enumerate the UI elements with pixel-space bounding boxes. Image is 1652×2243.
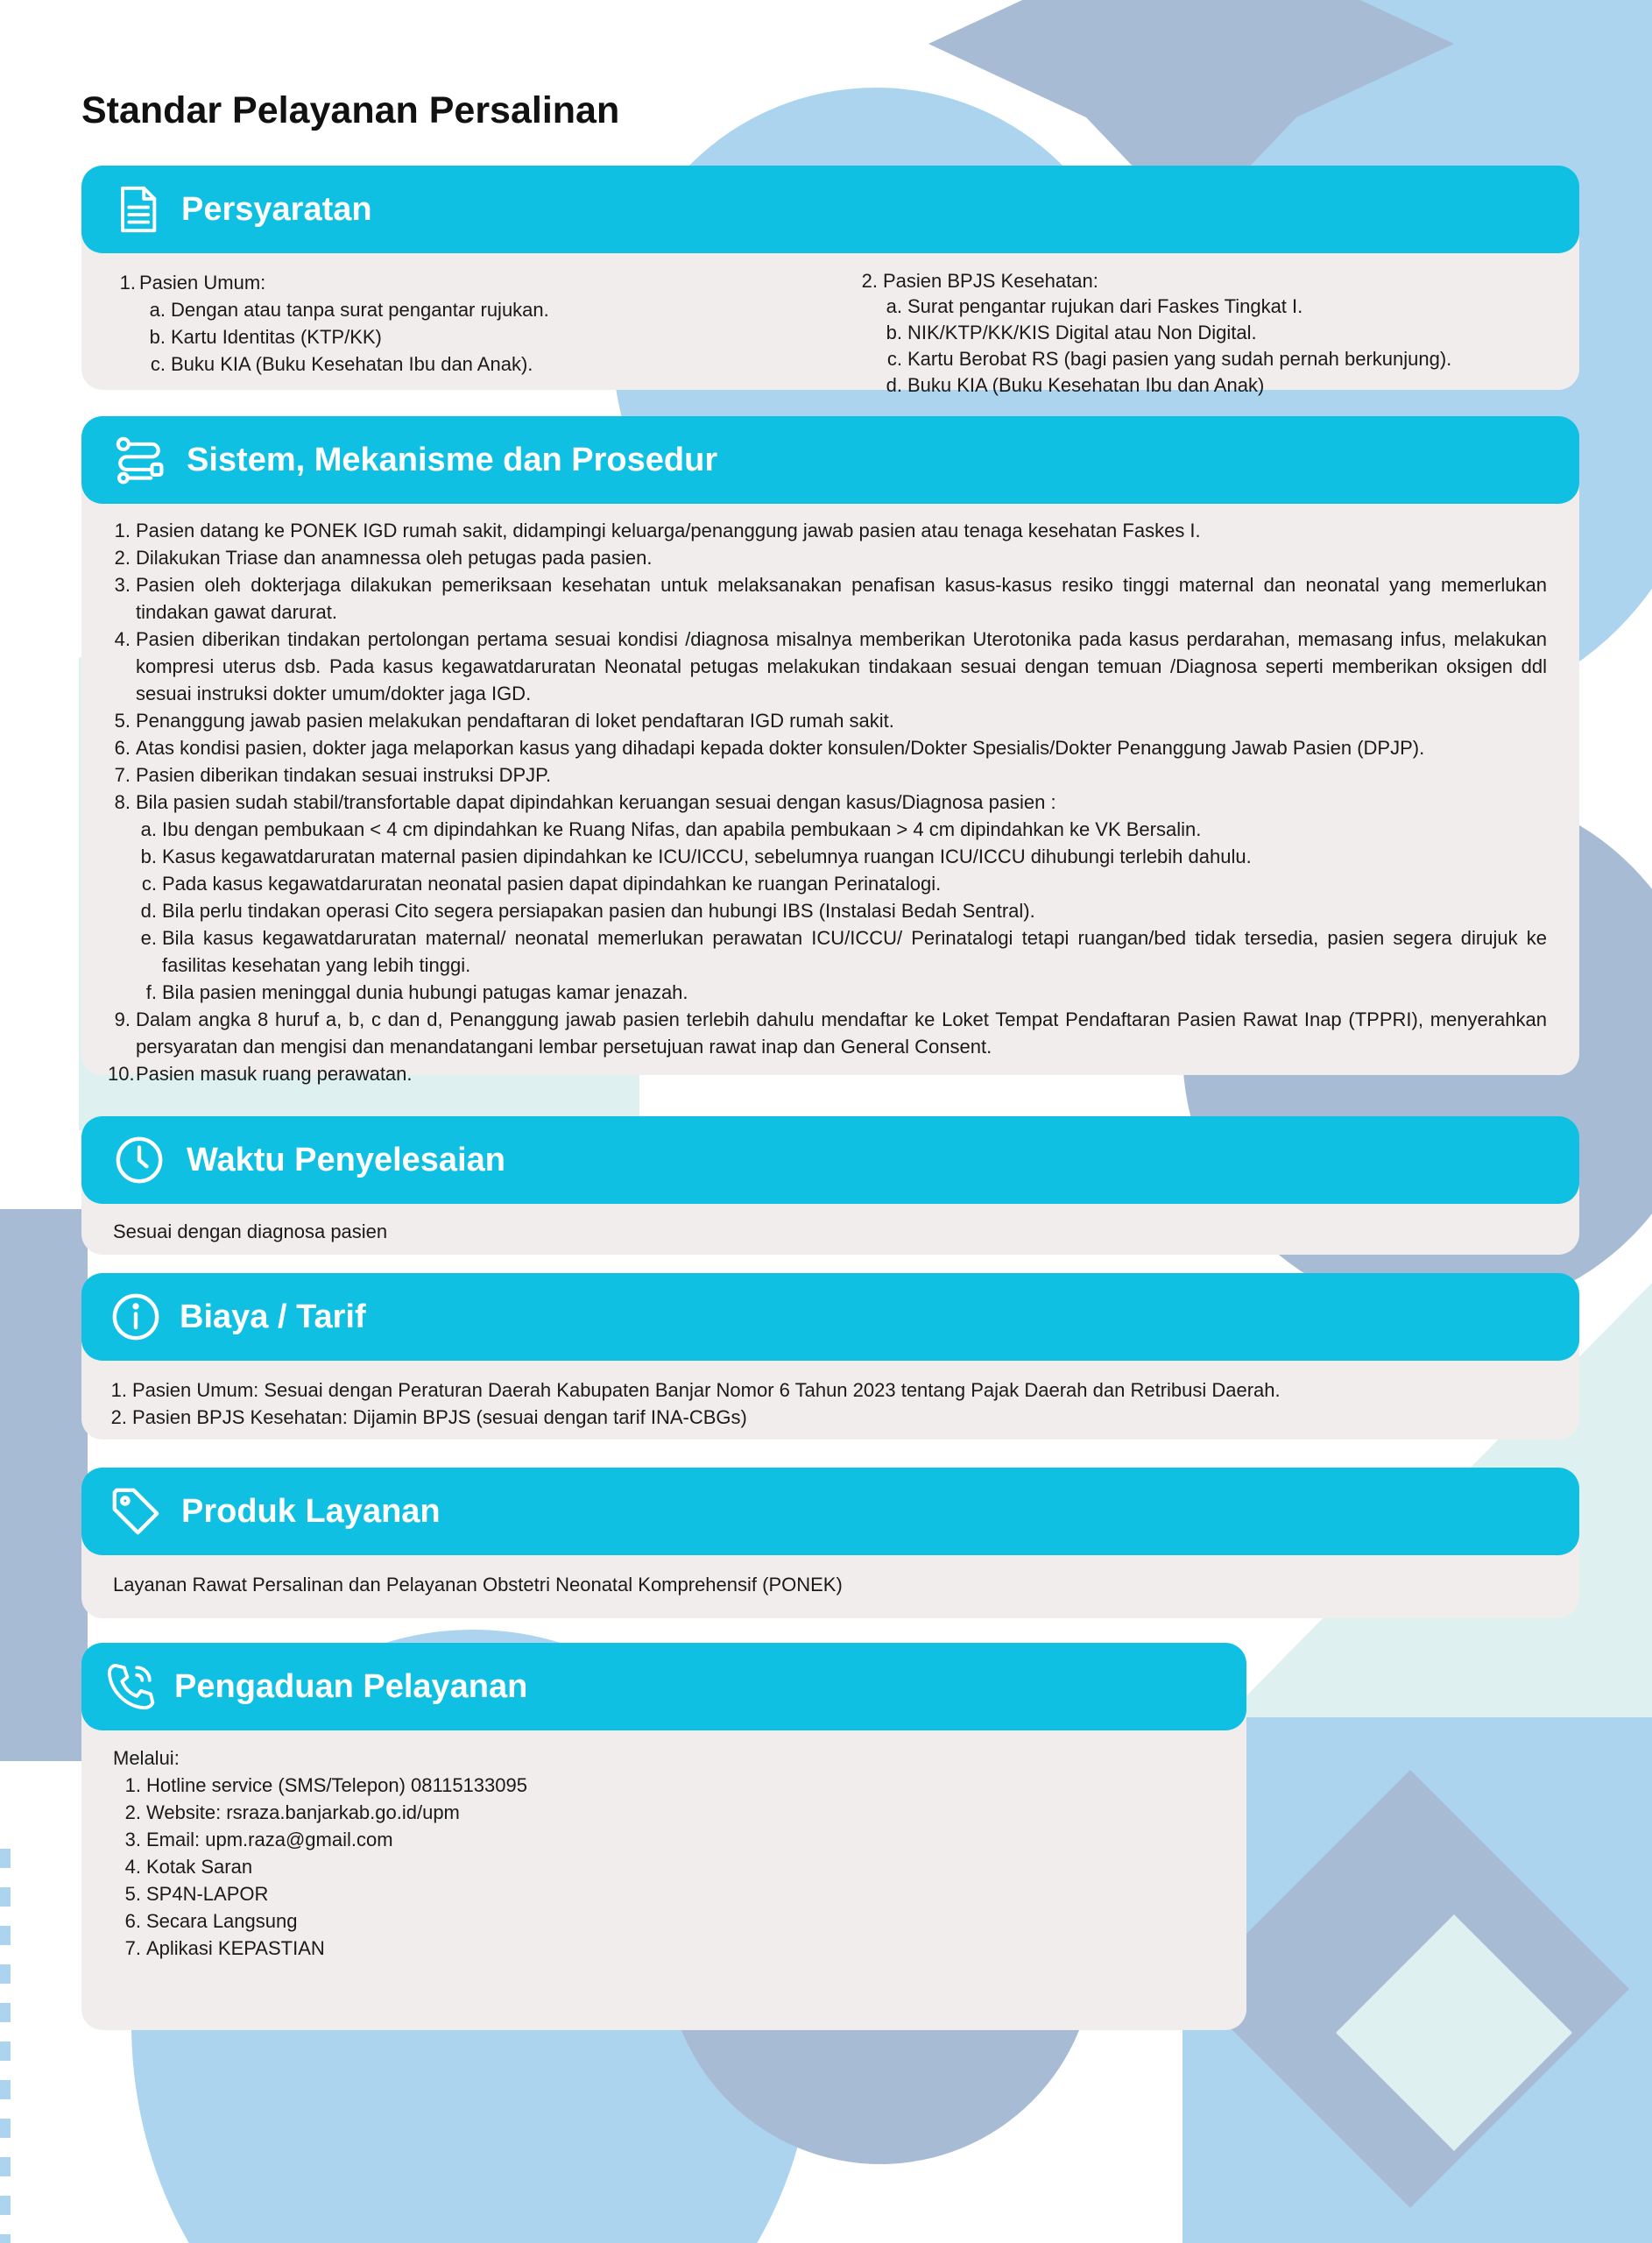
list-item: b. Kasus kegawatdaruratan maternal pasien dipindahkan ke ICU/ICCU, sebelumnya ruangan ICU/ICCU dihubungi terlebih dahulu. <box>140 846 1252 867</box>
section-waktu <box>81 1116 1579 1255</box>
tag-icon <box>108 1483 164 1539</box>
list-item: 3. Email: upm.raza@gmail.com <box>124 1829 393 1850</box>
list-item: 1. Pasien Umum: Sesuai dengan Peraturan Daerah Kabupaten Banjar Nomor 6 Tahun 2023 tentang Pajak Daerah dan Retribusi Daerah. <box>110 1379 1281 1401</box>
list-item: 7. Pasien diberikan tindakan sesuai instruksi DPJP. <box>114 764 552 786</box>
section-body <box>81 483 1579 1085</box>
section-header <box>81 1116 1579 1204</box>
clock-icon <box>111 1132 167 1188</box>
list-item: 5. SP4N-LAPOR <box>124 1883 269 1905</box>
list-item: 3. Pasien oleh dokterjaga dilakukan pemeriksaan kesehatan untuk melaksanakan penafisan kasus-kasus resiko tinggi maternal dan neonatal yang memerlukan tindakan gawat darurat. <box>114 574 1547 623</box>
requirements-general: 1. Pasien Umum: a. Dengan atau tanpa surat pengantar rujukan. b. Kartu Identitas (KTP/KK) c. Buku KIA (Buku Kesehatan Ibu dan Anak). <box>113 269 857 399</box>
section-header <box>81 416 1579 504</box>
service-product-text: Layanan Rawat Persalinan dan Pelayanan Obstetri Neonatal Komprehensif (PONEK) <box>113 1574 843 1596</box>
section-header <box>81 166 1579 253</box>
procedure-list <box>108 517 1547 1087</box>
list-item: 6. Secara Langsung <box>124 1910 298 1932</box>
list-item: a. Ibu dengan pembukaan < 4 cm dipindahkan ke Ruang Nifas, dan apabila pembukaan > 4 cm dipindahkan ke VK Bersalin. <box>140 818 1202 840</box>
phone-icon <box>102 1659 159 1715</box>
section-title: Biaya / Tarif <box>180 1298 366 1335</box>
requirement-heading: Pasien Umum: <box>139 272 266 294</box>
section-body <box>81 232 1579 396</box>
list-item: d. Buku KIA (Buku Kesehatan Ibu dan Anak) <box>886 374 1265 396</box>
list-item: f. Bila pasien meninggal dunia hubungi patugas kamar jenazah. <box>145 981 688 1003</box>
page-title: Standar Pelayanan Persalinan <box>81 89 620 131</box>
list-item: 9. Dalam angka 8 huruf a, b, c dan d, Penanggung jawab pasien terlebih dahulu mendaftar ke Loket Tempat Pendaftaran Pasien Rawat Inap (TPPRI), menyerahkan persyaratan dan mengisi dan menandatangani lembar persetujuan rawat inap dan General Consent. <box>114 1008 1547 1058</box>
list-item: 1. Hotline service (SMS/Telepon) 08115133095 <box>124 1774 527 1796</box>
list-item: 2. Website: rsraza.banjarkab.go.id/upm <box>124 1801 460 1823</box>
list-item: b. NIK/KTP/KK/KIS Digital atau Non Digital. <box>886 322 1257 343</box>
bg-block-left-lower <box>0 1209 88 1761</box>
list-item: 5. Penanggung jawab pasien melakukan pendaftaran di loket pendaftaran IGD rumah sakit. <box>114 710 894 732</box>
list-item: b. Kartu Identitas (KTP/KK) <box>149 326 382 348</box>
list-item: c. Buku KIA (Buku Kesehatan Ibu dan Anak). <box>150 353 533 375</box>
list-item: a. Surat pengantar rujukan dari Faskes Tingkat I. <box>886 295 1303 317</box>
section-persyaratan <box>81 166 1579 396</box>
procedure-sublist <box>136 816 1547 1006</box>
fee-list <box>108 1376 1548 1431</box>
list-item: c. Pada kasus kegawatdaruratan neonatal pasien dapat dipindahkan ke ruangan Perinatalogi. <box>141 873 942 895</box>
document-icon <box>109 181 166 237</box>
section-body <box>81 1709 1246 2030</box>
complaint-intro: Melalui: <box>113 1747 180 1769</box>
list-item: c. Kartu Berobat RS (bagi pasien yang sudah pernah berkunjung). <box>886 348 1452 370</box>
list-item: 1. Pasien datang ke PONEK IGD rumah sakit, didampingi keluarga/penanggung jawab pasien atau tenaga kesehatan Faskes I. <box>114 520 1201 541</box>
list-item: 7. Aplikasi KEPASTIAN <box>124 1937 325 1959</box>
flow-chart-icon <box>111 432 167 488</box>
list-item: a. Dengan atau tanpa surat pengantar rujukan. <box>149 299 549 321</box>
list-item: 10. Pasien masuk ruang perawatan. <box>108 1063 413 1085</box>
section-biaya <box>81 1273 1579 1440</box>
complaint-channel-list <box>118 1772 1215 1962</box>
completion-time-text: Sesuai dengan diagnosa pasien <box>113 1221 388 1242</box>
list-item: 4. Pasien diberikan tindakan pertolongan pertama sesuai kondisi /diagnosa misalnya memberikan Uterotonika pada kasus perdarahan, memasang infus, melakukan kompresi uterus dsb. Pada kasus kegawatdaruratan Neonatal petugas melakukan tindakaan sesuai dengan temuan /Diagnosa seperti memberikan oksigen ddl sesuai instruksi dokter umum/dokter jaga IGD. <box>114 628 1547 704</box>
section-prosedur <box>81 416 1579 1085</box>
list-item: 8. Bila pasien sudah stabil/transfortable dapat dipindahkan keruangan sesuai dengan kasus/Diagnosa pasien : a. Ibu dengan pembukaan < 4 cm dipindahkan ke Ruang Nifas, dan apabila pembukaan > 4 cm dipindahkan ke VK Bersalin. b. Kasus kegawatdaruratan maternal pasien dipindahkan ke ICU/ICCU, sebelumnya ruangan ICU/ICCU dihubungi terlebih dahulu. c. Pada kasus kegawatdaruratan neonatal pasien dapat dipindahkan ke ruangan Perinatalogi. d. Bila perlu tindakan operasi Cito segera persiapakan pasien dan hubungi IBS (Instalasi Bedah Sentral). e. Bila kasus kegawatdaruratan maternal/ neonatal memerlukan perawatan ICU/ICCU/ Perinatalogi tetapi ruangan/bed tidak tersedia, pasien segera dirujuk ke fasilitas kesehatan yang lebih tinggi. f. Bila pasien meninggal dunia hubungi patugas kamar jenazah. <box>108 789 1547 1006</box>
section-title: Produk Layanan <box>181 1492 441 1530</box>
bg-dashes-left <box>0 1849 11 2243</box>
section-title: Persyaratan <box>181 190 372 228</box>
section-title: Pengaduan Pelayanan <box>174 1667 528 1705</box>
requirement-heading: Pasien BPJS Kesehatan: <box>883 270 1098 292</box>
list-item: 2. Dilakukan Triase dan anamnessa oleh petugas pada pasien. <box>114 547 653 569</box>
info-icon <box>108 1289 164 1345</box>
list-item: 2. Pasien BPJS Kesehatan: Dijamin BPJS (sesuai dengan tarif INA-CBGs) <box>110 1406 747 1428</box>
section-header <box>81 1468 1579 1555</box>
section-pengaduan <box>81 1643 1246 2030</box>
section-title: Waktu Penyelesaian <box>187 1141 505 1178</box>
section-header <box>81 1273 1579 1361</box>
list-item: e. Bila kasus kegawatdaruratan maternal/ neonatal memerlukan perawatan ICU/ICCU/ Perinatalogi tetapi ruangan/bed tidak tersedia, pasien segera dirujuk ke fasilitas kesehatan yang lebih tinggi. <box>140 927 1547 976</box>
section-header <box>81 1643 1246 1730</box>
section-produk <box>81 1468 1579 1618</box>
list-item: 6. Atas kondisi pasien, dokter jaga melaporkan kasus yang dihadapi kepada dokter konsulen/Dokter Spesialis/Dokter Penanggung Jawab Pasien (DPJP). <box>114 737 1425 759</box>
requirements-bpjs: 2. Pasien BPJS Kesehatan: a. Surat pengantar rujukan dari Faskes Tingkat I. b. NIK/KTP/KK/KIS Digital atau Non Digital. c. Kartu Berobat RS (bagi pasien yang sudah pernah berkunjung). d. Buku KIA (Buku Kesehatan Ibu dan Anak) <box>857 269 1548 399</box>
section-title: Sistem, Mekanisme dan Prosedur <box>187 441 718 478</box>
list-item: d. Bila perlu tindakan operasi Cito segera persiapakan pasien dan hubungi IBS (Instalasi Bedah Sentral). <box>140 900 1035 922</box>
list-item: 4. Kotak Saran <box>124 1856 253 1878</box>
